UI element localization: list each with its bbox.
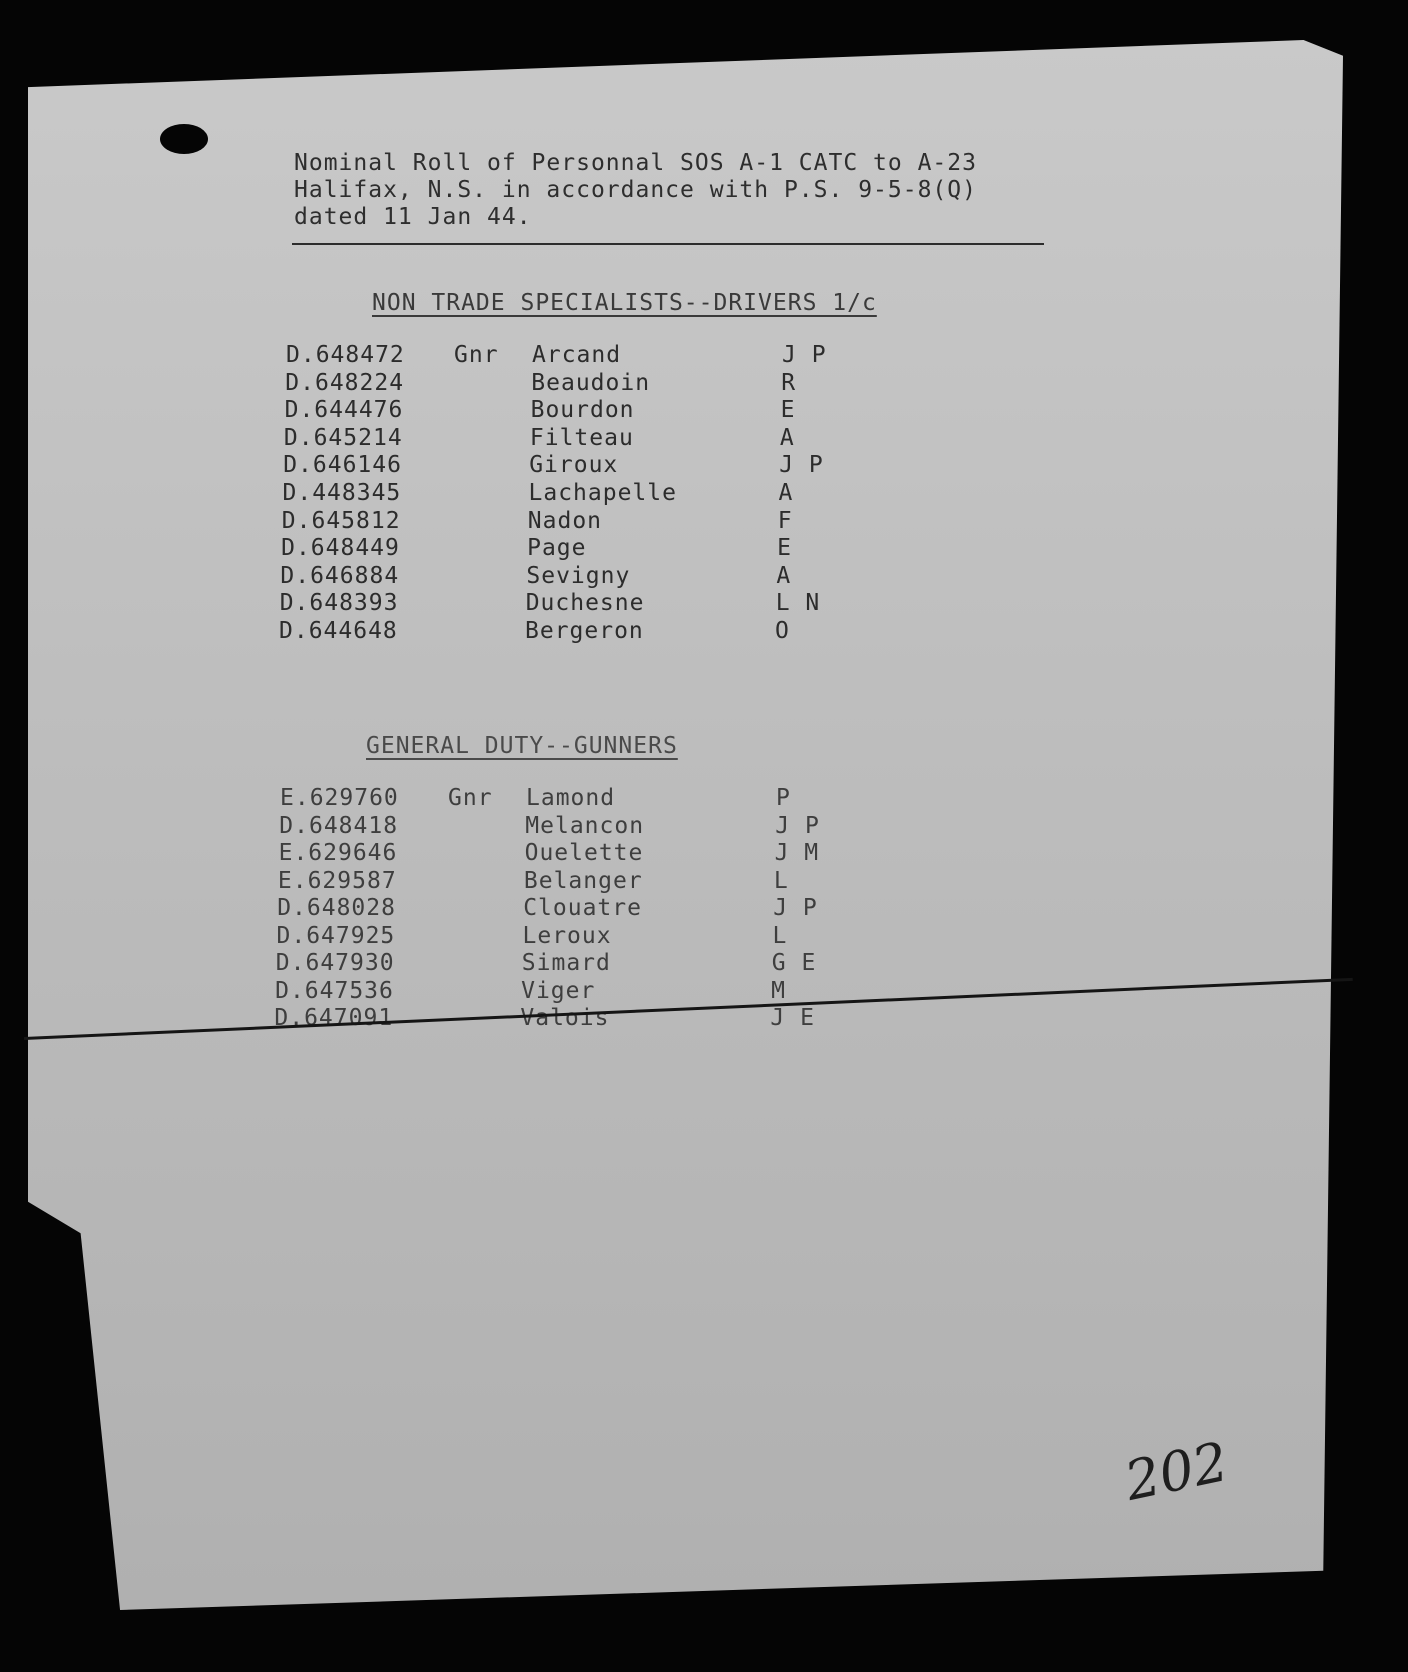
initials: A bbox=[776, 562, 792, 589]
initials: L bbox=[772, 922, 788, 949]
initials: O bbox=[775, 618, 790, 644]
service-number: D.648472 bbox=[286, 342, 405, 368]
header-underline bbox=[292, 243, 1044, 245]
service-number: E.629760 bbox=[280, 785, 399, 811]
surname: Valois bbox=[520, 1005, 610, 1031]
surname: Nadon bbox=[527, 507, 603, 534]
punch-hole bbox=[160, 124, 208, 154]
initials: P bbox=[776, 785, 791, 811]
surname: Leroux bbox=[522, 922, 612, 949]
initials: L bbox=[773, 867, 789, 894]
header-line-3: dated 11 Jan 44. bbox=[294, 204, 532, 230]
service-number: D.448345 bbox=[282, 480, 402, 506]
service-number: D.648393 bbox=[279, 590, 399, 617]
surname: Beaudoin bbox=[531, 369, 651, 396]
service-number: D.644476 bbox=[284, 397, 404, 424]
surname: Duchesne bbox=[525, 590, 645, 617]
surname: Filteau bbox=[529, 424, 634, 451]
initials: G E bbox=[771, 950, 817, 976]
surname: Giroux bbox=[529, 452, 619, 479]
surname: Lachapelle bbox=[528, 480, 677, 506]
surname: Bergeron bbox=[525, 618, 644, 644]
initials: J P bbox=[775, 812, 820, 839]
surname: Ouelette bbox=[524, 840, 644, 866]
initials: J P bbox=[782, 342, 827, 368]
initials: R bbox=[781, 369, 797, 396]
handwritten-page-number: 202 bbox=[1119, 1429, 1234, 1514]
initials: E bbox=[780, 397, 796, 424]
initials: J E bbox=[770, 1005, 815, 1031]
service-number: D.644648 bbox=[279, 618, 398, 644]
surname: Page bbox=[527, 535, 587, 562]
section-heading-gunners: GENERAL DUTY--GUNNERS bbox=[366, 733, 678, 759]
rank: Gnr bbox=[454, 342, 499, 368]
service-number: E.629587 bbox=[277, 867, 397, 894]
initials: M bbox=[771, 977, 786, 1004]
initials: L N bbox=[775, 590, 821, 617]
surname: Arcand bbox=[532, 342, 622, 368]
surname: Simard bbox=[521, 950, 611, 976]
initials: F bbox=[777, 507, 793, 534]
service-number: D.647930 bbox=[275, 950, 395, 976]
initials: J P bbox=[779, 452, 824, 479]
service-number: D.647536 bbox=[275, 977, 394, 1004]
initials: A bbox=[778, 480, 794, 506]
surname: Belanger bbox=[523, 867, 643, 894]
surname: Lamond bbox=[526, 785, 616, 811]
initials: A bbox=[779, 424, 795, 451]
initials: E bbox=[777, 535, 792, 562]
surname: Melancon bbox=[525, 812, 645, 839]
service-number: D.648028 bbox=[277, 895, 396, 921]
service-number: E.629646 bbox=[278, 840, 398, 866]
section-heading-drivers: NON TRADE SPECIALISTS--DRIVERS 1/c bbox=[372, 290, 877, 316]
service-number: D.647925 bbox=[276, 922, 396, 949]
document-header bbox=[294, 150, 1044, 231]
surname: Viger bbox=[521, 977, 596, 1004]
service-number: D.646884 bbox=[280, 562, 400, 589]
header-line-1: Nominal Roll of Personnal SOS A-1 CATC to A-23 bbox=[294, 150, 977, 176]
service-number: D.645812 bbox=[281, 507, 401, 534]
service-number: D.648418 bbox=[279, 812, 399, 839]
rank: Gnr bbox=[448, 785, 493, 811]
surname: Sevigny bbox=[526, 562, 631, 589]
service-number: D.646146 bbox=[283, 452, 402, 479]
service-number: D.648449 bbox=[281, 535, 400, 562]
surname: Clouatre bbox=[523, 895, 642, 921]
service-number: D.648224 bbox=[285, 369, 405, 396]
service-number: D.647091 bbox=[274, 1005, 394, 1031]
document-sheet bbox=[28, 40, 1343, 1610]
header-line-2: Halifax, N.S. in accordance with P.S. 9-5-8(Q) bbox=[294, 177, 977, 203]
service-number: D.645214 bbox=[283, 424, 403, 451]
surname: Bourdon bbox=[530, 397, 635, 424]
initials: J M bbox=[774, 840, 820, 866]
initials: J P bbox=[773, 895, 818, 921]
